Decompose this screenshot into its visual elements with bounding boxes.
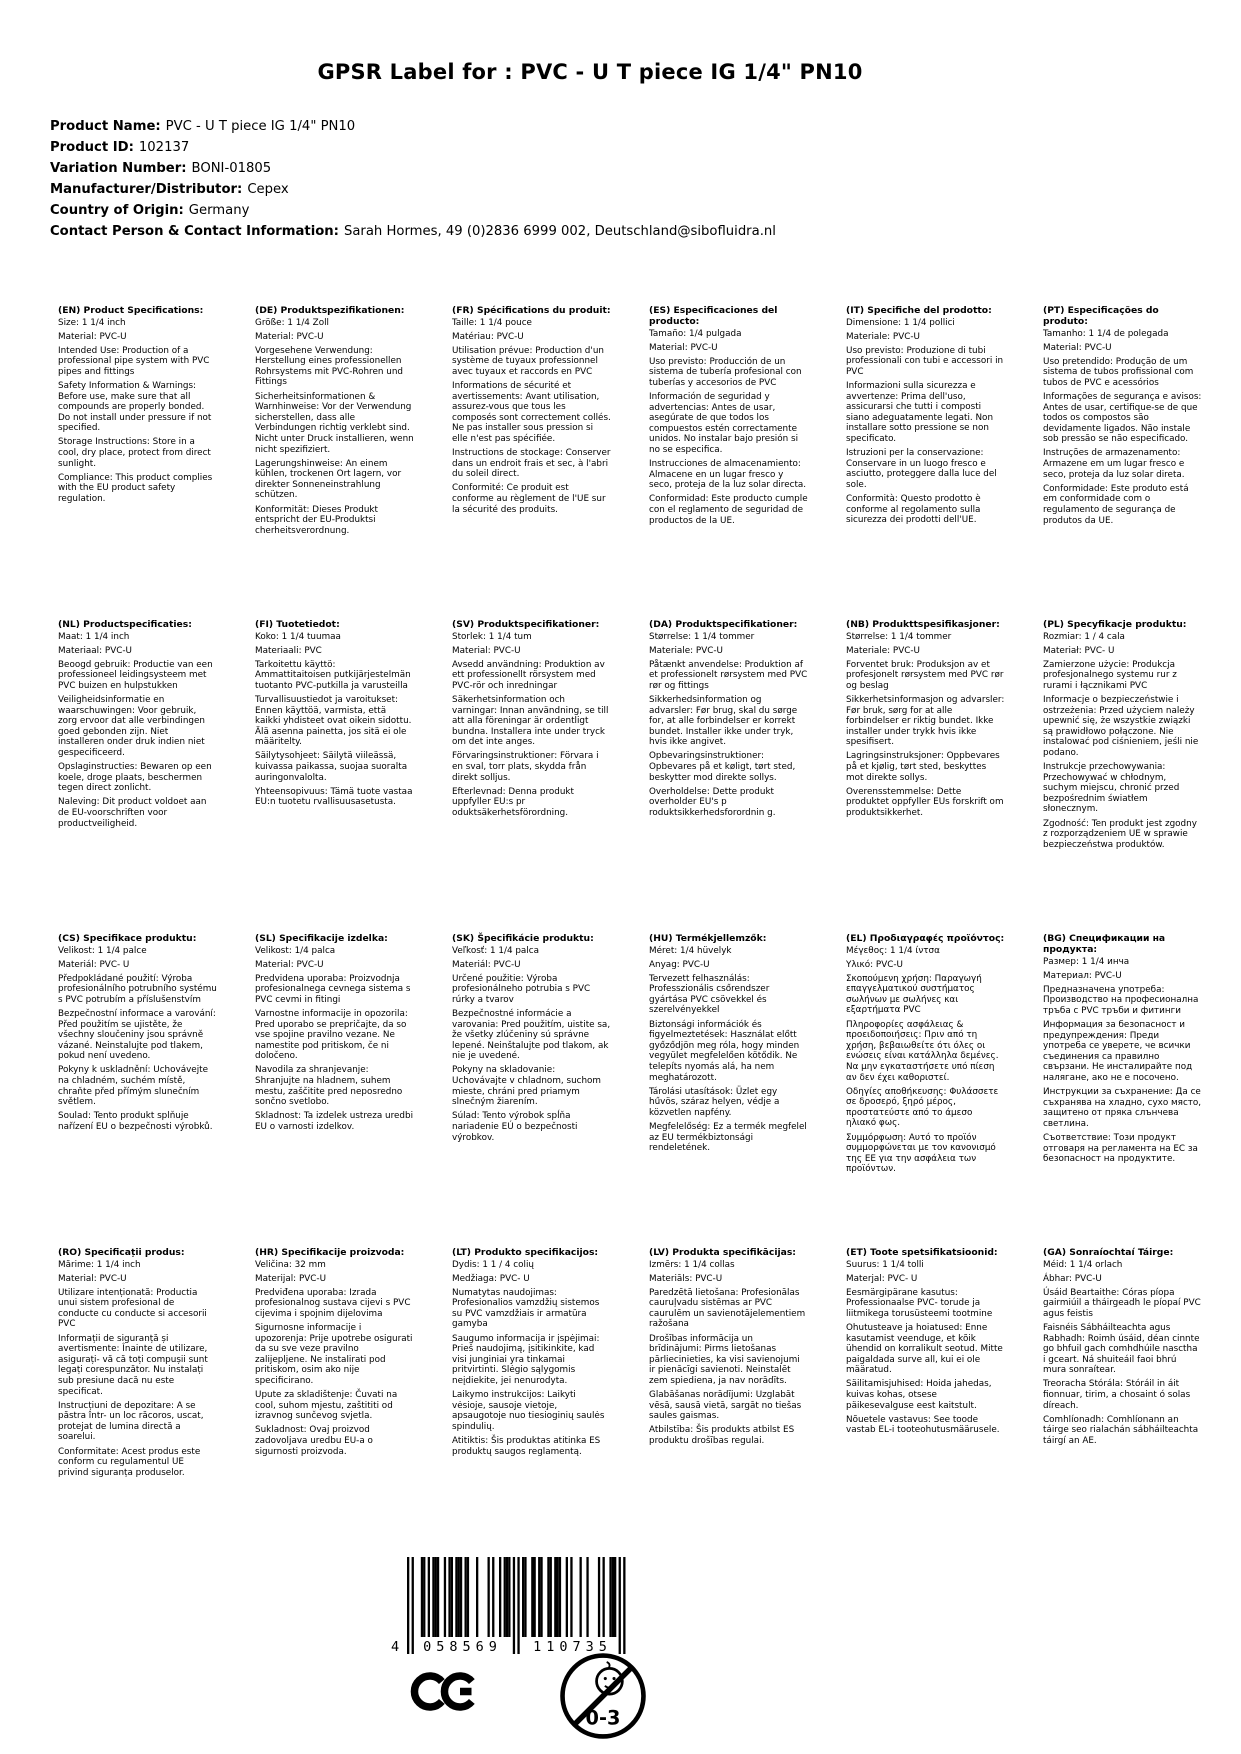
spec-block-heading: (SK) Špecifikácie produktu:: [452, 933, 594, 944]
spec-paragraph: Taille: 1 1/4 pouce: [452, 317, 532, 328]
spec-paragraph: Biztonsági információk és figyelmeztetések: Használat előtt győződjön meg róla, hogy minden vegyület megfelelően kötődik. Ne telepíts nyomás alá, ha nem meghatározott.: [649, 1019, 800, 1083]
spec-paragraph: Tamaño: 1/4 pulgada: [649, 328, 742, 339]
spec-paragraph: Предназначена употреба: Производство на професионална тръба с PVC тръби и фитинги: [1043, 984, 1199, 1016]
spec-paragraph: Saugumo informacija ir įspėjimai: Prieš naudojimą, įsitikinkite, kad visi junginiai yra tinkamai pritvirtinti. Slėgio sąlygomis neįdiekite, jei nenurodyta.: [452, 1333, 600, 1386]
spec-block-heading: (HU) Termékjellemzők:: [649, 933, 767, 944]
spec-paragraph: Dydis: 1 1 / 4 colių: [452, 1259, 534, 1270]
spec-block: [846, 1247, 1043, 1478]
spec-block-heading: (LT) Produkto specifikacijos:: [452, 1247, 599, 1258]
spec-paragraph: Veličina: 32 mm: [255, 1259, 326, 1270]
spec-block: [1043, 305, 1240, 619]
spec-paragraph: Materjal: PVC- U: [846, 1273, 918, 1284]
spec-paragraph: Materiál: PVC-U: [452, 959, 521, 970]
spec-paragraph: Σκοπούμενη χρήση: Παραγωγή επαγγελματικού συστήματος σωλήνων με σωλήνες και εξαρτήματα PVC: [846, 973, 982, 1016]
spec-block: [255, 933, 452, 1247]
spec-paragraph: Utilizare intenționată: Productia unui sistem profesional de conducte cu conducte si accesorii PVC: [58, 1287, 207, 1330]
spec-paragraph: Mărime: 1 1/4 inch: [58, 1259, 141, 1270]
ce-mark-icon: [410, 1672, 480, 1715]
spec-block-heading: (PT) Especificações do produto:: [1043, 305, 1159, 327]
spec-paragraph: Förvaringsinstruktioner: Förvara i en sval, torr plats, skydda från direkt solljus.: [452, 751, 599, 783]
spec-block: [58, 933, 255, 1247]
spec-paragraph: Nõuetele vastavus: See toode vastab EL-i tooteohutusmäärusele.: [846, 1414, 1000, 1436]
spec-block: [452, 933, 649, 1247]
spec-paragraph: Material: PVC-U: [255, 331, 324, 342]
spec-paragraph: Säkerhetsinformation och varningar: Innan användning, se till att alla föreningar är ordentligt bundna. Installera inte under tryck om det inte anges.: [452, 694, 609, 748]
spec-paragraph: Paredzētā lietošana: Profesionālas cauruļvadu sistēmas ar PVC caurulēm un savienotājelementiem ražošana: [649, 1287, 806, 1330]
spec-paragraph: Instrucciones de almacenamiento: Almacene en un lugar fresco y seco, proteja de la luz solar directa.: [649, 459, 807, 491]
spec-block-heading: (DA) Produktspecifikationer:: [649, 619, 798, 630]
spec-paragraph: Intended Use: Production of a professional pipe system with PVC pipes and fittings: [58, 345, 210, 377]
spec-paragraph: Veiligheidsinformatie en waarschuwingen: Voor gebruik, zorg ervoor dat alle verbindingen goed gebonden zijn. Niet installeren onder druk indien niet gespecificeerd.: [58, 694, 205, 758]
spec-paragraph: Uso pretendido: Produção de um sistema de tubos profissional com tubos de PVC e acessórios: [1043, 356, 1194, 388]
product-info: [50, 119, 776, 245]
barcode-digit-group: 4: [391, 1639, 400, 1655]
spec-paragraph: Vorgesehene Verwendung: Herstellung eines professionellen Rohrsystems mit PVC-Rohren und Fittings: [255, 345, 403, 388]
spec-block-heading: (EL) Προδιαγραφές προϊόντος:: [846, 933, 1005, 944]
spec-paragraph: Materijal: PVC-U: [255, 1273, 327, 1284]
spec-paragraph: Πληροφορίες ασφάλειας & προειδοποιήσεις: Πριν από τη χρήση, βεβαιωθείτε ότι όλες οι ενώσεις είναι κατάλληλα δεμένες. Να μην εγκαταστήσετε υπό πίεση αν δεν έχει καθοριστεί.: [846, 1019, 999, 1083]
spec-paragraph: Materiāls: PVC-U: [649, 1273, 723, 1284]
spec-paragraph: Material: PVC-U: [58, 331, 127, 342]
spec-paragraph: Tarkoitettu käyttö: Ammattitaitoisen putkijärjestelmän tuotanto PVC-putkilla ja varusteilla: [255, 659, 411, 691]
spec-paragraph: Atitiktis: Šis produktas atitinka ES produktų saugos reglamentą.: [452, 1435, 601, 1457]
spec-block-heading: (ES) Especificaciones del producto:: [649, 305, 778, 327]
spec-paragraph: Размер: 1 1/4 инча: [1043, 956, 1130, 967]
spec-paragraph: Predvidena uporaba: Proizvodnja profesionalnega cevnega sistema s PVC cevmi in fitingi: [255, 973, 411, 1005]
product-info-label: Contact Person & Contact Information:: [50, 223, 339, 239]
spec-paragraph: Zamierzone użycie: Produkcja profesjonalnego systemu rur z rurami i łącznikami PVC: [1043, 659, 1177, 691]
spec-paragraph: Instrucțiuni de depozitare: A se păstra într- un loc răcoros, uscat, protejat de lumina directă a soarelui.: [58, 1400, 204, 1443]
spec-paragraph: Pokyny k uskladnění: Uchovávejte na chladném, suchém místě, chraňte před přímým slunečním světlem.: [58, 1065, 209, 1108]
product-info-label: Variation Number:: [50, 160, 187, 176]
spec-paragraph: Size: 1 1/4 inch: [58, 317, 126, 328]
product-info-row: [50, 161, 776, 177]
spec-paragraph: Izmērs: 1 1/4 collas: [649, 1259, 735, 1270]
spec-paragraph: Material: PVC-U: [452, 645, 521, 656]
spec-block-heading: (LV) Produkta specifikācijas:: [649, 1247, 796, 1258]
spec-block: [1043, 1247, 1240, 1478]
spec-block-heading: (FI) Tuotetiedot:: [255, 619, 340, 630]
spec-paragraph: Material: PVC-U: [1043, 342, 1112, 353]
spec-block-heading: (DE) Produktspezifikationen:: [255, 305, 405, 316]
product-info-row: [50, 203, 776, 219]
spec-block-heading: (BG) Спецификации на продукта:: [1043, 933, 1166, 955]
spec-paragraph: Sikkerhetsinformasjon og advarsler: Før bruk, sørg for at alle forbindelser er riktig bundet. Ikke installer under trykk hvis ikke spesifisert.: [846, 694, 1005, 748]
spec-paragraph: Ohutusteave ja hoiatused: Enne kasutamist veenduge, et kõik ühendid on korralikult seotud. Mitte paigaldada surve all, kui ei ole määratud.: [846, 1322, 1003, 1376]
spec-block-heading: (NL) Productspecificaties:: [58, 619, 192, 630]
spec-block: [255, 305, 452, 619]
spec-paragraph: Matériau: PVC-U: [452, 331, 524, 342]
spec-paragraph: Předpokládané použití: Výroba profesionálního potrubního systému s PVC potrubím a příslušenstvím: [58, 973, 217, 1005]
spec-paragraph: Eesmärgipärane kasutus: Professionaalse PVC- torude ja liitmikega torusüsteemi tootmine: [846, 1287, 993, 1319]
ean-barcode: [391, 1557, 627, 1657]
spec-paragraph: Informacje o bezpieczeństwie i ostrzeżenia: Przed użyciem należy upewnić się, że wszystkie związki są prawidłowo połączone. Nie instalować pod ciśnieniem, jeśli nie podano.: [1043, 694, 1199, 758]
product-info-row: [50, 140, 776, 156]
spec-paragraph: Velikost: 1/4 palca: [255, 945, 336, 956]
spec-paragraph: Materiale: PVC-U: [649, 645, 723, 656]
spec-paragraph: Material: PVC-U: [649, 342, 718, 353]
product-info-value: PVC - U T piece IG 1/4" PN10: [165, 119, 356, 134]
spec-block-heading: (SL) Specifikacije izdelka:: [255, 933, 388, 944]
spec-block: [452, 305, 649, 619]
spec-block: [452, 619, 649, 933]
spec-paragraph: Utilisation prévue: Production d'un système de tuyaux professionnel avec tuyaux et raccords en PVC: [452, 345, 604, 377]
spec-paragraph: Tárolási utasítások: Üzlet egy hűvös, száraz helyen, védje a közvetlen napfény.: [649, 1086, 780, 1118]
spec-paragraph: Οδηγίες αποθήκευσης: Φυλάσσετε σε δροσερό, ξηρό μέρος, προστατεύστε από το άμεσο ηλιακό φως.: [846, 1086, 999, 1129]
spec-paragraph: Veľkosť: 1 1/4 palca: [452, 945, 539, 956]
spec-paragraph: Úsáid Beartaithe: Córas píopa gairmiúil a tháirgeadh le píopaí PVC agus feistis: [1043, 1287, 1201, 1319]
spec-block-heading: (FR) Spécifications du produit:: [452, 305, 611, 316]
spec-paragraph: Compliance: This product complies with the EU product safety regulation.: [58, 472, 213, 504]
spec-paragraph: Инструкции за съхранение: Да се съхранява на хладно, сухо място, защитено от пряка слънчева светлина.: [1043, 1087, 1202, 1129]
spec-block: [1043, 933, 1240, 1247]
spec-paragraph: Storage Instructions: Store in a cool, dry place, protect from direct sunlight.: [58, 437, 211, 469]
product-info-label: Country of Origin:: [50, 202, 184, 218]
spec-block-heading: (PL) Specyfikacje produktu:: [1043, 619, 1187, 630]
spec-paragraph: Conformidade: Este produto está em conformidade com o regulamento de segurança de produtos da UE.: [1043, 483, 1189, 526]
product-info-value: BONI-01805: [191, 160, 272, 176]
barcode-digit-group: 110735: [533, 1639, 612, 1655]
spec-paragraph: Instruções de armazenamento: Armazene em um lugar fresco e seco, proteja da luz solar direta.: [1043, 448, 1185, 480]
spec-block-heading: (CS) Specifikace produktu:: [58, 933, 197, 944]
spec-paragraph: Instructions de stockage: Conserver dans un endroit frais et sec, à l'abri du soleil direct.: [452, 448, 611, 480]
spec-block-heading: (RO) Specificații produs:: [58, 1247, 185, 1258]
spec-paragraph: Material: PVC-U: [255, 959, 324, 970]
spec-paragraph: Størrelse: 1 1/4 tommer: [846, 631, 952, 642]
spec-paragraph: Velikost: 1 1/4 palce: [58, 945, 147, 956]
spec-paragraph: Conformité: Ce produit est conforme au règlement de l'UE sur la sécurité des produits.: [452, 483, 606, 515]
spec-paragraph: Información de seguridad y advertencias: Antes de usar, asegúrate de que todos los compuestos estén correctamente unidos. No instalar bajo presión si no se especifica.: [649, 391, 799, 455]
spec-paragraph: Méid: 1 1/4 orlach: [1043, 1259, 1123, 1270]
spec-block: [255, 1247, 452, 1478]
product-info-value: Sarah Hormes, 49 (0)2836 6999 002, Deutschland@sibofluidra.nl: [343, 223, 776, 239]
spec-block: [452, 1247, 649, 1478]
spec-paragraph: Uso previsto: Produzione di tubi professionali con tubi e accessori in PVC: [846, 345, 1004, 377]
spec-paragraph: Opbevaringsinstruktioner: Opbevares på et køligt, tørt sted, beskytter mod direkte sollys.: [649, 751, 796, 783]
spec-paragraph: Instrukcje przechowywania: Przechowywać w chłodnym, suchym miejscu, chronić przed bezpośrednim światłem słonecznym.: [1043, 762, 1180, 815]
spec-paragraph: Konformität: Dieses Produkt entspricht der EU-Produktsi cherheitsverordnung.: [255, 504, 378, 536]
spec-paragraph: Informações de segurança e avisos: Antes de usar, certifique-se de que todos os compostos são devidamente ligados. Não instale sob pressão se não especificado.: [1043, 391, 1202, 445]
spec-block-heading: (IT) Specifiche del prodotto:: [846, 305, 992, 316]
spec-paragraph: Materiał: PVC- U: [1043, 645, 1115, 656]
spec-paragraph: Maat: 1 1/4 inch: [58, 631, 130, 642]
spec-paragraph: Yhteensopivuus: Tämä tuote vastaa EU:n tuotetu rvallisuusasetusta.: [255, 786, 413, 808]
spec-block: [1043, 619, 1240, 933]
spec-paragraph: Upute za skladištenje: Čuvati na cool, suhom mjestu, zaštititi od izravnog sunčevog svjetla.: [255, 1390, 398, 1422]
spec-paragraph: Zgodność: Ten produkt jest zgodny z rozporządzeniem UE w sprawie bezpieczeństwa produktów.: [1043, 818, 1197, 850]
spec-paragraph: Информация за безопасност и предупреждения: Преди употреба се уверете, че всички съединения са правилно свързани. Не инсталирайте под налягане, ако не е посочено.: [1043, 1019, 1193, 1083]
spec-paragraph: Faisnéis Sábháilteachta agus Rabhadh: Roimh úsáid, déan cinnte go bhfuil gach comhdhúile nasctha i gceart. Ná shuiteáil faoi bhrú mura sonraítear.: [1043, 1322, 1200, 1376]
spec-paragraph: Størrelse: 1 1/4 tommer: [649, 631, 755, 642]
spec-block-heading: (NB) Produkttspesifikasjoner:: [846, 619, 1000, 630]
spec-paragraph: Conformitate: Acest produs este conform cu regulamentul UE privind siguranța produselor.: [58, 1446, 201, 1478]
spec-grid: [58, 305, 1240, 1478]
spec-paragraph: Suurus: 1 1/4 tolli: [846, 1259, 924, 1270]
spec-paragraph: Informations de sécurité et avertissements: Avant utilisation, assurez-vous que tous les composés sont correctement collés. Ne pas installer sous pression si elle n'est pas spécifiée.: [452, 380, 611, 444]
spec-block-heading: (GA) Sonraíochtaí Táirge:: [1043, 1247, 1174, 1258]
spec-block: [649, 933, 846, 1247]
spec-paragraph: Informazioni sulla sicurezza e avvertenze: Prima dell'uso, assicurarsi che tutti i composti siano adeguatamente legati. Non installare sotto pressione se non specificato.: [846, 380, 994, 444]
product-info-label: Manufacturer/Distributor:: [50, 181, 243, 197]
spec-paragraph: Forventet bruk: Produksjon av et profesjonelt rørsystem med PVC rør og beslag: [846, 659, 1004, 691]
product-info-row: [50, 119, 776, 135]
spec-paragraph: Съответствие: Този продукт отговаря на регламента на ЕС за безопасност на продуктите.: [1043, 1132, 1198, 1165]
product-info-row: [50, 182, 776, 198]
spec-block-heading: (ET) Toote spetsifikatsioonid:: [846, 1247, 998, 1258]
spec-paragraph: Materiaal: PVC-U: [58, 645, 132, 656]
product-info-value: Cepex: [247, 181, 289, 197]
spec-block: [58, 305, 255, 619]
product-info-value: 102137: [138, 139, 190, 155]
spec-paragraph: Säilitamisjuhised: Hoida jahedas, kuivas kohas, otsese päikesevalguse eest kaitstult.: [846, 1379, 992, 1411]
spec-paragraph: Predviđena uporaba: Izrada profesionalnog sustava cijevi s PVC cijevima i spojnim dijelovima: [255, 1287, 411, 1319]
spec-block: [649, 619, 846, 933]
spec-paragraph: Informații de siguranță și avertismente: Înainte de utilizare, asigurați- vă că toți compușii sunt legați corespunzător. Nu instalați sub presiune dacă nu este specificat.: [58, 1333, 208, 1397]
product-info-label: Product Name:: [50, 119, 161, 134]
spec-paragraph: Laikymo instrukcijos: Laikyti vėsioje, sausoje vietoje, apsaugotoje nuo tiesioginių saulės spindulių.: [452, 1390, 605, 1432]
spec-paragraph: Materiale: PVC-U: [846, 331, 920, 342]
spec-paragraph: Größe: 1 1/4 Zoll: [255, 317, 329, 328]
spec-paragraph: Efterlevnad: Denna produkt uppfyller EU:s pr oduktsäkerhetsförordning.: [452, 786, 574, 818]
spec-paragraph: Υλικό: PVC-U: [846, 959, 903, 970]
spec-block: [649, 1247, 846, 1478]
spec-block-heading: (EN) Product Specifications:: [58, 305, 204, 316]
spec-block-heading: (HR) Specifikacije proizvoda:: [255, 1247, 405, 1258]
spec-paragraph: Opslaginstructies: Bewaren op een koele, droge plaats, beschermen tegen direct zonlicht.: [58, 762, 212, 794]
age-warning-0-3-icon: [557, 1650, 649, 1746]
spec-paragraph: Medžiaga: PVC- U: [452, 1273, 530, 1284]
spec-paragraph: Turvallisuustiedot ja varoitukset: Ennen käyttöä, varmista, että kaikki yhdisteet ovat oikein sidottu. Älä asenna painetta, jos sitä ei ole määritelty.: [255, 694, 412, 748]
spec-paragraph: Megfelelőség: Ez a termék megfelel az EU termékbiztonsági rendeletének.: [649, 1121, 807, 1154]
spec-paragraph: Bezpečnostné informácie a varovania: Pred použitím, uistite sa, že všetky zlúčeniny sú správne lepené. Neinštalujte pod tlakom, ak nie je uvedené.: [452, 1008, 611, 1062]
spec-paragraph: Safety Information & Warnings: Before use, make sure that all compounds are properly bonded. Do not install under pressure if not specified.: [58, 380, 212, 434]
spec-paragraph: Materiale: PVC-U: [846, 645, 920, 656]
product-info-label: Product ID:: [50, 139, 134, 155]
spec-paragraph: Treoracha Stórála: Stóráil in áit fionnuar, tirim, a chosaint ó solas díreach.: [1043, 1379, 1191, 1411]
age-warning-label: 0-3: [585, 1706, 621, 1730]
spec-paragraph: Koko: 1 1/4 tuumaa: [255, 631, 341, 642]
spec-paragraph: Avsedd användning: Produktion av ett professionellt rörsystem med PVC-rör och inredningar: [452, 659, 605, 691]
spec-paragraph: Materiál: PVC- U: [58, 959, 130, 970]
spec-block: [649, 305, 846, 619]
spec-paragraph: Navodila za shranjevanje: Shranjujte na hladnem, suhem mestu, zaščitite pred neposredno sončno svetlobo.: [255, 1065, 403, 1108]
spec-paragraph: Materiaali: PVC: [255, 645, 322, 656]
spec-paragraph: Tervezett felhasználás: Professzionális csőrendszer gyártása PVC csövekkel és szerelvényekkel: [649, 973, 770, 1016]
spec-block: [846, 619, 1043, 933]
spec-paragraph: Dimensione: 1 1/4 pollici: [846, 317, 955, 328]
product-info-row: [50, 224, 776, 240]
spec-paragraph: Bezpečnostní informace a varování: Před použitím se ujistěte, že všechny sloučeniny jsou správně vázané. Neinstalujte pod tlakem, pokud není uvedeno.: [58, 1008, 216, 1062]
product-info-value: Germany: [188, 202, 250, 218]
spec-block: [255, 619, 452, 933]
spec-paragraph: Varnostne informacije in opozorila: Pred uporabo se prepričajte, da so vse spojine pravilno vezane. Ne namestite pod pritiskom, če ni določeno.: [255, 1008, 408, 1062]
spec-paragraph: Súlad: Tento výrobok spĺňa nariadenie EÚ o bezpečnosti výrobkov.: [452, 1111, 578, 1143]
spec-paragraph: Säilytysohjeet: Säilytä viileässä, kuivassa paikassa, suojaa suoralta auringonvalolta.: [255, 751, 408, 783]
spec-paragraph: Conformità: Questo prodotto è conforme al regolamento sulla sicurezza dei prodotti dell'UE.: [846, 493, 981, 526]
spec-paragraph: Ábhar: PVC-U: [1043, 1273, 1102, 1284]
spec-paragraph: Naleving: Dit product voldoet aan de EU-voorschriften voor productveiligheid.: [58, 797, 207, 829]
spec-paragraph: Sigurnosne informacije i upozorenja: Prije upotrebe osigurati da su sve veze pravilno zalijepljene. Ne instalirati pod pritiskom, osim ako nije specificirano.: [255, 1322, 413, 1386]
spec-paragraph: Beoogd gebruik: Productie van een professioneel leidingsysteem met PVC buizen en hulpstukken: [58, 659, 213, 691]
spec-paragraph: Drošības informācija un brīdinājumi: Pirms lietošanas pārliecinieties, ka visi savienojumi ir pienācīgi savienoti. Neinstalēt zem spiediena, ja nav norādīts.: [649, 1333, 800, 1386]
spec-paragraph: Lagringsinstruksjoner: Oppbevares på et kjølig, tørt sted, beskyttes mot direkte sollys.: [846, 751, 1000, 783]
spec-paragraph: Soulad: Tento produkt splňuje nařízení EU o bezpečnosti výrobků.: [58, 1111, 213, 1132]
spec-paragraph: Anyag: PVC-U: [649, 959, 710, 970]
page-title: GPSR Label for : PVC - U T piece IG 1/4" PN10: [317, 60, 863, 85]
spec-paragraph: Storlek: 1 1/4 tum: [452, 631, 532, 642]
spec-paragraph: Glabāšanas norādījumi: Uzglabāt vēsā, sausā vietā, sargāt no tiešas saules gaismas.: [649, 1390, 802, 1422]
spec-paragraph: Sicherheitsinformationen & Warnhinweise: Vor der Verwendung sicherstellen, dass alle Verbindungen richtig verklebt sind. Nicht unter Druck installieren, wenn nicht spezifiziert.: [255, 391, 414, 455]
spec-paragraph: Určené použitie: Výroba profesionálneho potrubia s PVC rúrky a tvarov: [452, 973, 591, 1005]
spec-paragraph: Atbilstība: Šis produkts atbilst ES produktu drošības regulai.: [649, 1425, 795, 1446]
spec-paragraph: Μέγεθος: 1 1/4 ίντσα: [846, 945, 940, 956]
spec-paragraph: Sikkerhedsinformation og advarsler: Før brug, skal du sørge for, at alle forbindelser er korrekt bundet. Installer ikke under tryk, hvis ikke angivet.: [649, 694, 798, 748]
spec-paragraph: Uso previsto: Producción de un sistema de tubería profesional con tuberías y accesorios de PVC: [649, 356, 802, 388]
spec-paragraph: Conformidad: Este producto cumple con el reglamento de seguridad de productos de la UE.: [649, 494, 808, 526]
spec-block: [846, 933, 1043, 1247]
spec-paragraph: Skladnost: Ta izdelek ustreza uredbi EU o varnosti izdelkov.: [255, 1111, 414, 1132]
spec-block-heading: (SV) Produktspecifikationer:: [452, 619, 600, 630]
spec-paragraph: Sukladnost: Ovaj proizvod zadovoljava uredbu EU-a o sigurnosti proizvoda.: [255, 1425, 373, 1457]
spec-paragraph: Overensstemmelse: Dette produktet oppfyller EUs forskrift om produktsikkerhet.: [846, 786, 1004, 818]
barcode-digit-group: 058569: [423, 1639, 502, 1655]
spec-paragraph: Συμμόρφωση: Αυτό το προϊόν συμμορφώνεται με τον κανονισμό της ΕΕ για την ασφάλεια των προϊόντων.: [846, 1132, 996, 1175]
spec-paragraph: Pokyny na skladovanie: Uchovávajte v chladnom, suchom mieste, chráni pred priamym slnečným žiarením.: [452, 1065, 602, 1108]
spec-paragraph: Rozmiar: 1 / 4 cala: [1043, 631, 1125, 642]
spec-block: [846, 305, 1043, 619]
spec-paragraph: Lagerungshinweise: An einem kühlen, trockenen Ort lagern, vor direkter Sonneneinstrahlung schützen.: [255, 458, 402, 501]
spec-paragraph: Material: PVC-U: [58, 1273, 127, 1284]
spec-paragraph: Påtænkt anvendelse: Produktion af et professionelt rørsystem med PVC rør og fittings: [649, 659, 808, 691]
spec-paragraph: Numatytas naudojimas: Profesionalios vamzdžių sistemos su PVC vamzdžiais ir armatūra gamyba: [452, 1287, 600, 1330]
spec-paragraph: Istruzioni per la conservazione: Conservare in un luogo fresco e asciutto, proteggere dalla luce del sole.: [846, 448, 997, 490]
spec-paragraph: Tamanho: 1 1/4 de polegada: [1043, 328, 1169, 339]
spec-block: [58, 1247, 255, 1478]
spec-block: [58, 619, 255, 933]
spec-paragraph: Comhlíonadh: Comhlíonann an táirge seo rialachán sábháilteachta táirgí an AE.: [1043, 1414, 1199, 1446]
spec-paragraph: Материал: PVC-U: [1043, 970, 1122, 981]
spec-paragraph: Méret: 1/4 hüvelyk: [649, 945, 732, 956]
spec-paragraph: Overholdelse: Dette produkt overholder EU's p roduktsikkerhedsforordnin g.: [649, 786, 776, 818]
